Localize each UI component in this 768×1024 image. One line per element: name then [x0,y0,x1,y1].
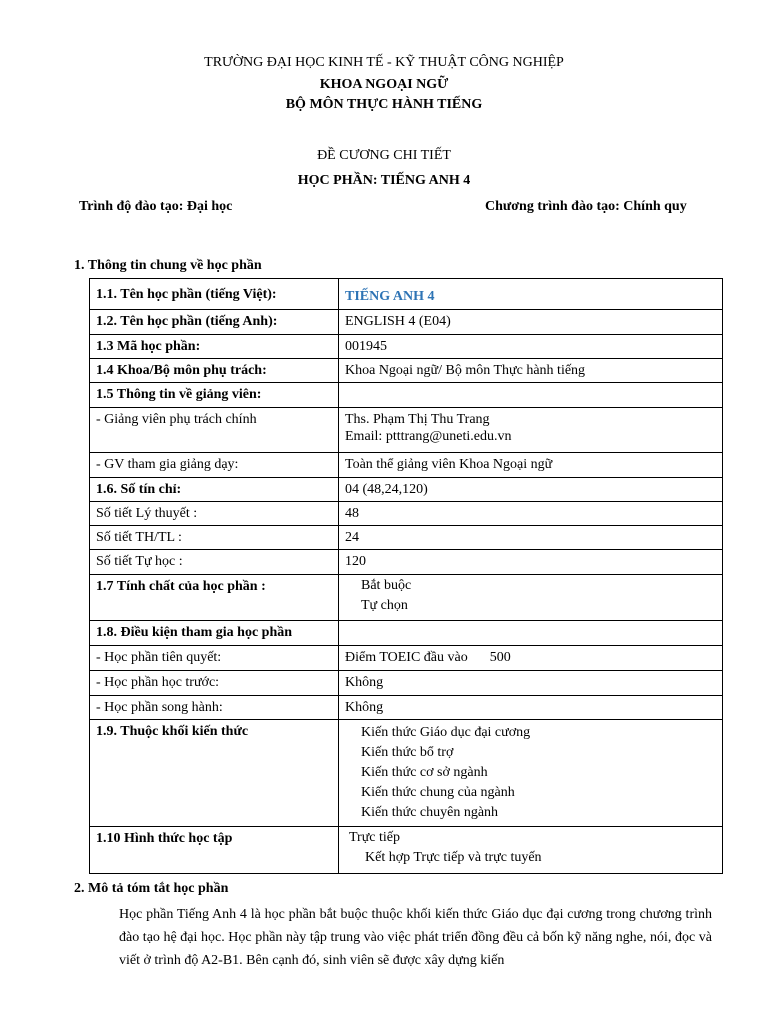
table-row [90,502,723,526]
row-label: Số tiết Tự học : [90,550,339,575]
table-row [90,359,723,383]
row-label: 1.1. Tên học phần (tiếng Việt): [90,279,339,310]
table-row [90,621,723,646]
table-row [90,453,723,478]
row-label: - GV tham gia giảng dạy: [90,453,339,478]
row-label: 1.3 Mã học phần: [90,335,339,359]
option-general-education: Kiến thức Giáo dục đại cương [361,725,531,740]
course-name-vi: TIẾNG ANH 4 [339,279,723,310]
course-name-en: ENGLISH 4 (E04) [339,310,723,335]
table-row [90,478,723,502]
main-lecturer-cell [339,408,723,453]
table-row [90,720,723,827]
parallel-course-value: Không [339,696,723,720]
co-lecturers-value: Toàn thể giảng viên Khoa Ngoại ngữ [339,453,723,478]
row-label: 1.4 Khoa/Bộ môn phụ trách: [90,359,339,383]
table-row [90,696,723,720]
table-row [90,279,723,310]
row-label: - Học phần song hành: [90,696,339,720]
option-blended: Kết hợp Trực tiếp và trực tuyến [365,850,542,865]
table-row [90,671,723,696]
option-elective: Tự chọn [361,598,408,613]
training-program: Chương trình đào tạo: Chính quy [485,199,687,214]
credits-value: 04 (48,24,120) [339,478,723,502]
row-label: 1.5 Thông tin về giảng viên: [90,383,339,408]
row-label: 1.8. Điều kiện tham gia học phần [90,621,339,646]
previous-course-value: Không [339,671,723,696]
option-specialized: Kiến thức chuyên ngành [361,805,499,820]
row-label: - Giảng viên phụ trách chính [90,408,339,453]
toeic-score: 500 [489,650,511,665]
practice-hours: 24 [339,526,723,550]
row-label: Số tiết TH/TL : [90,526,339,550]
lecturer-email: Email: ptttrang@uneti.edu.vn [345,429,512,444]
course-title: HỌC PHẦN: TIẾNG ANH 4 [297,173,471,188]
row-label: - Học phần tiên quyết: [90,646,339,671]
option-required: Bắt buộc [361,578,412,593]
table-row [90,408,723,453]
section-2-heading: 2. Mô tả tóm tắt học phần [74,881,229,896]
option-common-major: Kiến thức chung của ngành [361,785,515,800]
option-foundation: Kiến thức cơ sở ngành [361,765,488,780]
self-study-hours: 120 [339,550,723,575]
row-label: 1.10 Hình thức học tập [90,827,339,874]
table-row [90,646,723,671]
table-row [90,827,723,874]
option-in-person: Trực tiếp [349,830,401,845]
row-label: Số tiết Lý thuyết : [90,502,339,526]
learning-format-options [339,827,723,874]
document-type: ĐỀ CƯƠNG CHI TIẾT [317,148,451,163]
training-level: Trình độ đào tạo: Đại học [79,199,233,214]
row-label: 1.2. Tên học phần (tiếng Anh): [90,310,339,335]
table-row [90,335,723,359]
course-code: 001945 [339,335,723,359]
knowledge-options [339,720,723,827]
option-supplementary: Kiến thức bổ trợ [361,745,454,760]
department-value: Khoa Ngoại ngữ/ Bộ môn Thực hành tiếng [339,359,723,383]
row-label: 1.6. Số tín chỉ: [90,478,339,502]
table-row [90,526,723,550]
course-description: Học phần Tiếng Anh 4 là học phần bắt buộc thuộc khối kiến thức Giáo dục đại cương trong chương trình đào tạo hệ đại học. Học phần này tập trung vào việc phát triển đồng đều cả bốn kỹ năng nghe, nói, đọc và viết ở trình độ A2-B1. Bên cạnh đó, sinh viên sẽ được xây dựng kiến [119,907,712,968]
lecturer-name: Ths. Phạm Thị Thu Trang [345,412,490,427]
course-nature-options [339,575,723,621]
row-label: - Học phần học trước: [90,671,339,696]
prerequisite-value [339,646,723,671]
prerequisite-text: Điểm TOEIC đầu vào [345,650,468,665]
university-name: TRƯỜNG ĐẠI HỌC KINH TẾ - KỸ THUẬT CÔNG NGHIỆP [204,55,564,70]
table-row [90,575,723,621]
course-info-table [89,278,723,874]
faculty-name: KHOA NGOẠI NGỮ [319,77,449,92]
row-label: 1.9. Thuộc khối kiến thức [90,720,339,827]
department-name: BỘ MÔN THỰC HÀNH TIẾNG [285,97,483,112]
row-label: 1.7 Tính chất của học phần : [90,575,339,621]
table-row [90,550,723,575]
theory-hours: 48 [339,502,723,526]
table-row [90,310,723,335]
section-1-heading: 1. Thông tin chung về học phần [74,258,262,273]
table-row [90,383,723,408]
